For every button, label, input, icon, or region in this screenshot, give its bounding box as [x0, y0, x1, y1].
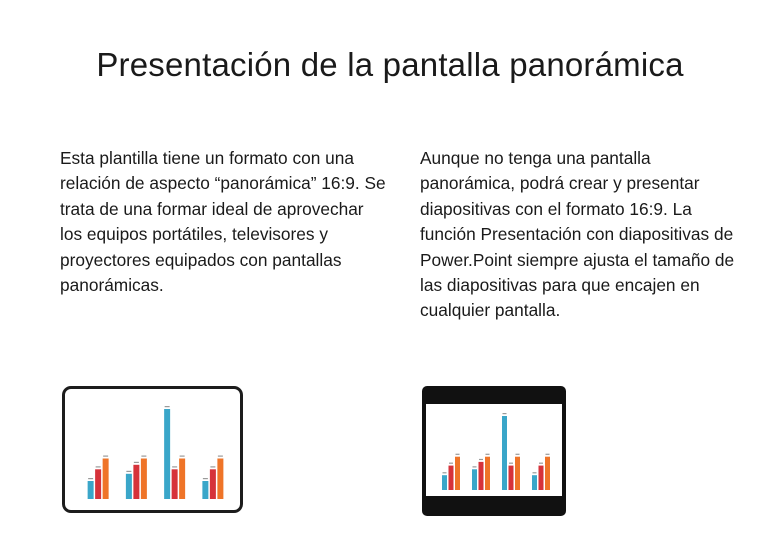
bar-laptop-cat1-series3	[103, 459, 109, 500]
tablet-screen	[426, 404, 562, 496]
bar-laptop-cat2-series1	[126, 474, 132, 499]
left-column-text: Esta plantilla tiene un formato con una relación de aspecto “panorámica” 16:9. Se trata de una formar ideal de aprovechar los equipos portátiles, televisores y proyectores equipados con pantallas panorámicas.	[60, 148, 386, 296]
bar-tablet-cat4-series2	[539, 466, 544, 490]
bar-laptop-cat1-series2	[95, 469, 101, 499]
bar-tablet-cat3-series1	[502, 416, 507, 490]
tablet-illustration	[422, 386, 566, 516]
bar-label-laptop-cat1-series3	[103, 456, 108, 457]
bar-label-tablet-cat1-series3	[456, 454, 460, 455]
bar-tablet-cat1-series2	[449, 466, 454, 490]
bar-label-laptop-cat4-series2	[210, 466, 215, 467]
bar-label-laptop-cat4-series1	[203, 478, 208, 479]
bar-label-laptop-cat1-series2	[96, 466, 101, 467]
bar-tablet-cat3-series2	[509, 466, 514, 490]
bar-label-laptop-cat3-series1	[165, 406, 170, 407]
bar-laptop-cat4-series3	[217, 459, 223, 500]
bar-label-tablet-cat3-series2	[509, 463, 513, 464]
slide-title: Presentación de la pantalla panorámica	[96, 46, 684, 83]
bar-tablet-cat1-series3	[455, 457, 460, 490]
bar-laptop-cat2-series3	[141, 459, 147, 500]
bar-label-tablet-cat4-series1	[533, 472, 537, 473]
bar-label-tablet-cat4-series3	[546, 454, 550, 455]
bar-label-laptop-cat4-series3	[218, 456, 223, 457]
bar-label-laptop-cat3-series3	[180, 456, 185, 457]
bar-label-laptop-cat1-series1	[88, 478, 93, 479]
bar-laptop-cat4-series2	[210, 469, 216, 499]
bar-label-tablet-cat1-series2	[449, 463, 453, 464]
bar-label-tablet-cat4-series2	[539, 463, 543, 464]
right-column-text: Aunque no tenga una pantalla panorámica, podrá crear y presentar diapositivas con el formato 16:9. La función Presentación con diapositivas de Power.Point siempre ajusta el tamaño de las diapositivas para que encajen en cualquier pantalla.	[420, 148, 735, 321]
bar-laptop-cat4-series1	[202, 481, 208, 499]
bar-chart-tablet	[426, 404, 562, 496]
bar-label-laptop-cat2-series1	[126, 471, 131, 472]
bar-tablet-cat3-series3	[515, 457, 520, 490]
bar-laptop-cat3-series3	[179, 459, 185, 500]
bar-laptop-cat3-series2	[172, 469, 178, 499]
bar-label-tablet-cat3-series3	[516, 454, 520, 455]
bar-tablet-cat2-series3	[485, 457, 490, 490]
bar-label-tablet-cat2-series1	[473, 466, 477, 467]
bar-tablet-cat4-series3	[545, 457, 550, 490]
bar-laptop-cat2-series2	[133, 465, 139, 499]
bar-chart-laptop	[65, 389, 240, 510]
bar-label-tablet-cat1-series1	[443, 472, 447, 473]
bar-label-laptop-cat3-series2	[172, 466, 177, 467]
bar-tablet-cat1-series1	[442, 475, 447, 490]
bar-label-tablet-cat2-series3	[486, 454, 490, 455]
bar-tablet-cat2-series1	[472, 469, 477, 490]
bar-label-tablet-cat3-series1	[503, 413, 507, 414]
bar-label-laptop-cat2-series3	[141, 456, 146, 457]
bar-tablet-cat4-series1	[532, 475, 537, 490]
bar-label-laptop-cat2-series2	[134, 462, 139, 463]
bar-laptop-cat1-series1	[88, 481, 94, 499]
bar-label-tablet-cat2-series2	[479, 459, 483, 460]
laptop-screen-illustration	[62, 386, 243, 513]
bar-tablet-cat2-series2	[479, 462, 484, 490]
bar-laptop-cat3-series1	[164, 409, 170, 499]
